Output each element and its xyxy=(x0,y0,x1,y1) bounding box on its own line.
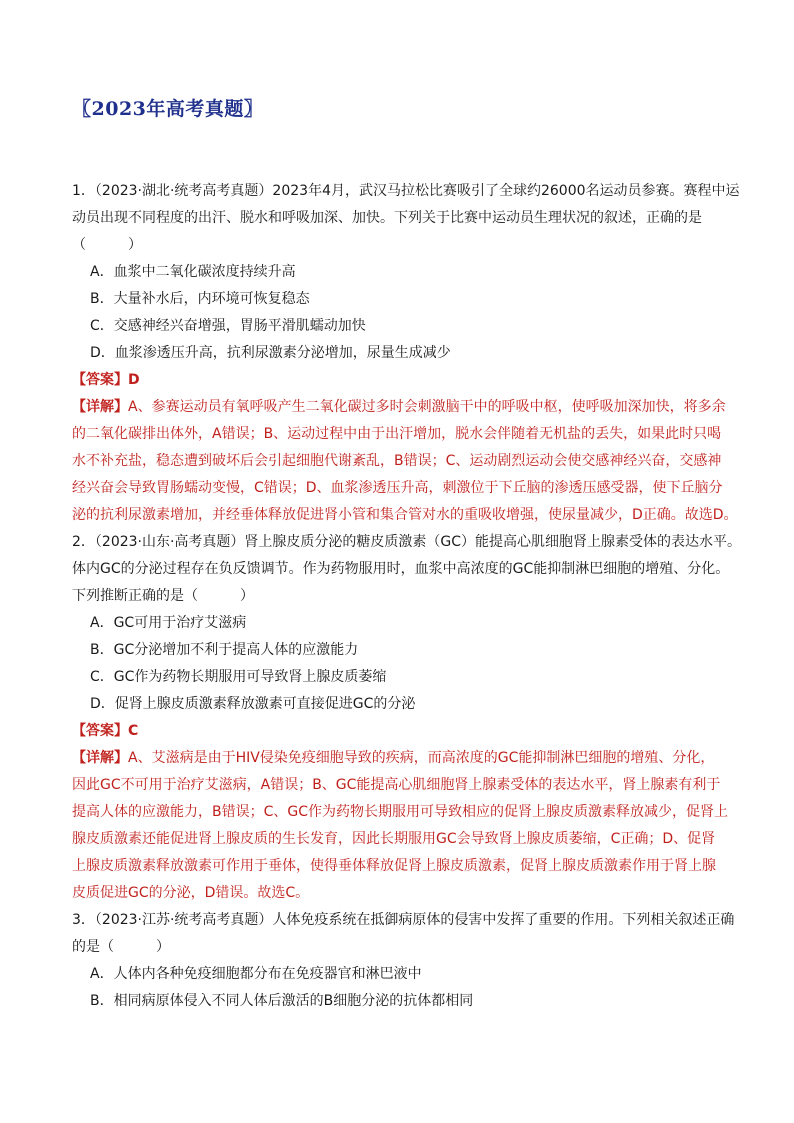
explanation-text: 水不补充盐，稳态遭到破坏后会引起细胞代谢紊乱，B错误；C、运动剧烈运动会使交感神经兴奋，交感神 xyxy=(72,453,722,469)
explanation-tag: 【详解】 xyxy=(72,399,128,415)
explanation-text: 经兴奋会导致胃肠蠕动变慢，C错误；D、血浆渗透压升高，刺激位于下丘脑的渗透压感受器，使下丘脑分 xyxy=(72,480,723,496)
question-1 xyxy=(72,178,742,1015)
option-c: C．GC作为药物长期服用可导致肾上腺皮质萎缩 xyxy=(90,669,387,685)
option-a: A．人体内各种免疫细胞都分布在免疫器官和淋巴液中 xyxy=(90,966,422,982)
explanation-text: 泌的抗利尿激素增加，并经垂体释放促进肾小管和集合管对水的重吸收增强，使尿量减少，D正确。故选D。 xyxy=(72,507,738,523)
question-stem-line: 2．（2023·山东·高考真题）肾上腺皮质分泌的糖皮质激素（GC）能提高心肌细胞肾上腺素受体的表达水平。 xyxy=(72,534,742,550)
option-a: A．GC可用于治疗艾滋病 xyxy=(90,615,247,631)
option-a: A．血浆中二氧化碳浓度持续升高 xyxy=(90,264,296,280)
question-stem-line: 动员出现不同程度的出汗、脱水和呼吸加深、加快。下列关于比赛中运动员生理状况的叙述，正确的是 xyxy=(72,210,702,226)
explanation-text: 提高人体的应激能力，B错误；C、GC作为药物长期服用可导致相应的促肾上腺皮质激素释放减少，促肾上 xyxy=(72,804,729,820)
option-d: D．血浆渗透压升高，抗利尿激素分泌增加，尿量生成减少 xyxy=(90,345,451,361)
answer-line xyxy=(72,718,722,745)
question-stem-line: 的是（ ） xyxy=(72,939,170,955)
explanation-line xyxy=(72,745,722,772)
explanation-text: 上腺皮质激素释放激素可作用于垂体，使得垂体释放促肾上腺皮质激素，促肾上腺皮质激素作用于肾上腺 xyxy=(72,858,716,874)
explanation-text: 的二氧化碳排出体外，A错误；B、运动过程中由于出汗增加，脱水会伴随着无机盐的丢失，如果此时只喝 xyxy=(72,426,722,442)
question-stem-line: （ ） xyxy=(72,237,142,253)
answer-line xyxy=(72,367,722,394)
question-stem-line: 下列推断正确的是（ ） xyxy=(72,588,254,604)
question-stem-line: 体内GC的分泌过程存在负反馈调节。作为药物服用时，血浆中高浓度的GC能抑制淋巴细胞的增殖、分化。 xyxy=(72,561,730,577)
explanation-text: A、参赛运动员有氧呼吸产生二氧化碳过多时会刺激脑干中的呼吸中枢，使呼吸加深加快，将多余 xyxy=(128,399,726,415)
explanation-tag: 【详解】 xyxy=(72,750,128,766)
explanation-text: 腺皮质激素还能促进肾上腺皮质的生长发育，因此长期服用GC会导致肾上腺皮质萎缩，C正确；D、促肾 xyxy=(72,831,716,847)
explanation-text: 皮质促进GC的分泌，D错误。故选C。 xyxy=(72,885,310,901)
option-b: B．相同病原体侵入不同人体后激活的B细胞分泌的抗体都相同 xyxy=(90,993,474,1009)
option-b: B．GC分泌增加不利于提高人体的应激能力 xyxy=(90,642,359,658)
answer-tag: 【答案】 xyxy=(72,723,128,739)
option-d: D．促肾上腺皮质激素释放激素可直接促进GC的分泌 xyxy=(90,696,416,712)
question-stem-line: 1．（2023·湖北·统考高考真题）2023年4月，武汉马拉松比赛吸引了全球约26000名运动员参赛。赛程中运 xyxy=(72,183,740,199)
explanation-text: 因此GC不可用于治疗艾滋病，A错误；B、GC能提高心肌细胞肾上腺素受体的表达水平，肾上腺素有利于 xyxy=(72,777,721,793)
answer-value: D xyxy=(128,372,140,388)
option-b: B．大量补水后，内环境可恢复稳态 xyxy=(90,291,310,307)
answer-tag: 【答案】 xyxy=(72,372,128,388)
explanation-line xyxy=(72,394,726,421)
explanation-text: A、艾滋病是由于HIV侵染免疫细胞导致的疾病，而高浓度的GC能抑制淋巴细胞的增殖、分化， xyxy=(128,750,715,766)
question-stem-line: 3．（2023·江苏·统考高考真题）人体免疫系统在抵御病原体的侵害中发挥了重要的作用。下列相关叙述正确 xyxy=(72,912,735,928)
option-c: C．交感神经兴奋增强，胃肠平滑肌蠕动加快 xyxy=(90,318,366,334)
section-title: 〖2023年高考真题〗 xyxy=(72,98,264,120)
answer-value: C xyxy=(128,723,139,739)
